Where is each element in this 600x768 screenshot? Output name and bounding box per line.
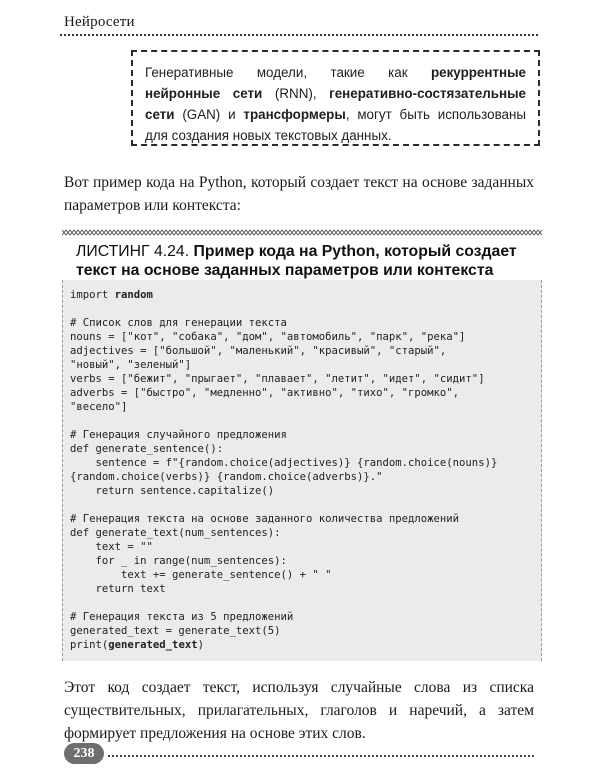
note-term-rnn: рекуррентные нейронные сети [145, 65, 526, 101]
code-line: import [70, 289, 115, 301]
outro-paragraph: Этот код создает текст, используя случайные слова из списка существительных, прилагательных, глаголов и наречий, а затем формирует предложения на основе этих слов. [64, 679, 534, 742]
listing-zigzag-border [62, 229, 542, 239]
code-line: ) [197, 639, 204, 651]
code-line: # Список слов для генерации текста [70, 317, 287, 329]
listing-title [76, 242, 536, 280]
code-line: "весело"] [70, 401, 128, 413]
code-line: "новый", "зеленый"] [70, 359, 192, 371]
note-box [131, 50, 540, 146]
code-line: sentence = f"{random.choice(adjectives)} {random.choice(nouns)} [70, 457, 498, 469]
code-line: def generate_text(num_sentences): [70, 527, 281, 539]
code-line: # Генерация текста на основе заданного количества предложений [70, 513, 460, 525]
code-line: for _ in range(num_sentences): [70, 555, 287, 567]
intro-paragraph: Вот пример кода на Python, который создает текст на основе заданных параметров или контекста: [64, 174, 534, 214]
listing-caption: Пример кода на Python, который создает текст на основе заданных параметров или контекста [76, 243, 517, 279]
code-line: verbs = ["бежит", "прыгает", "плавает", "летит", "идет", "сидит"] [70, 373, 485, 385]
code-line: text = "" [70, 541, 153, 553]
note-text-3: (GAN) и [174, 107, 244, 122]
code-line: def generate_sentence(): [70, 443, 224, 455]
footer-rule [108, 755, 534, 757]
page-number-badge: 238 [64, 743, 104, 764]
code-line: {random.choice(verbs)} {random.choice(adverbs)}." [70, 471, 383, 483]
note-text-1: Генеративные модели, такие как [145, 65, 431, 80]
code-line: return sentence.capitalize() [70, 485, 275, 497]
listing-number: ЛИСТИНГ 4.24. [76, 243, 190, 260]
code-line: random [114, 289, 153, 301]
code-line: text += generate_sentence() + " " [70, 569, 332, 581]
header-rule [60, 34, 538, 36]
running-header: Нейросети [64, 14, 135, 30]
code-line: adjectives = ["большой", "маленький", "красивый", "старый", [70, 345, 447, 357]
code-line: adverbs = ["быстро", "медленно", "активно", "тихо", "громко", [70, 387, 460, 399]
code-line: generated_text [108, 639, 198, 651]
note-text-2: (RNN), [262, 86, 330, 101]
code-line: print( [70, 639, 109, 651]
note-term-transformers: трансформеры [243, 107, 346, 122]
note-term-gan: генеративно-состязательные сети [145, 86, 526, 122]
code-line: # Генерация случайного предложения [70, 429, 287, 441]
code-line: generated_text = generate_text(5) [70, 625, 281, 637]
code-line: return text [70, 583, 166, 595]
code-block [70, 288, 540, 652]
code-line: nouns = ["кот", "собака", "дом", "автомобиль", "парк", "река"] [70, 331, 466, 343]
code-line: # Генерация текста из 5 предложений [70, 611, 294, 623]
note-text-4: , могут быть использованы для создания новых текстовых данных. [145, 107, 526, 143]
